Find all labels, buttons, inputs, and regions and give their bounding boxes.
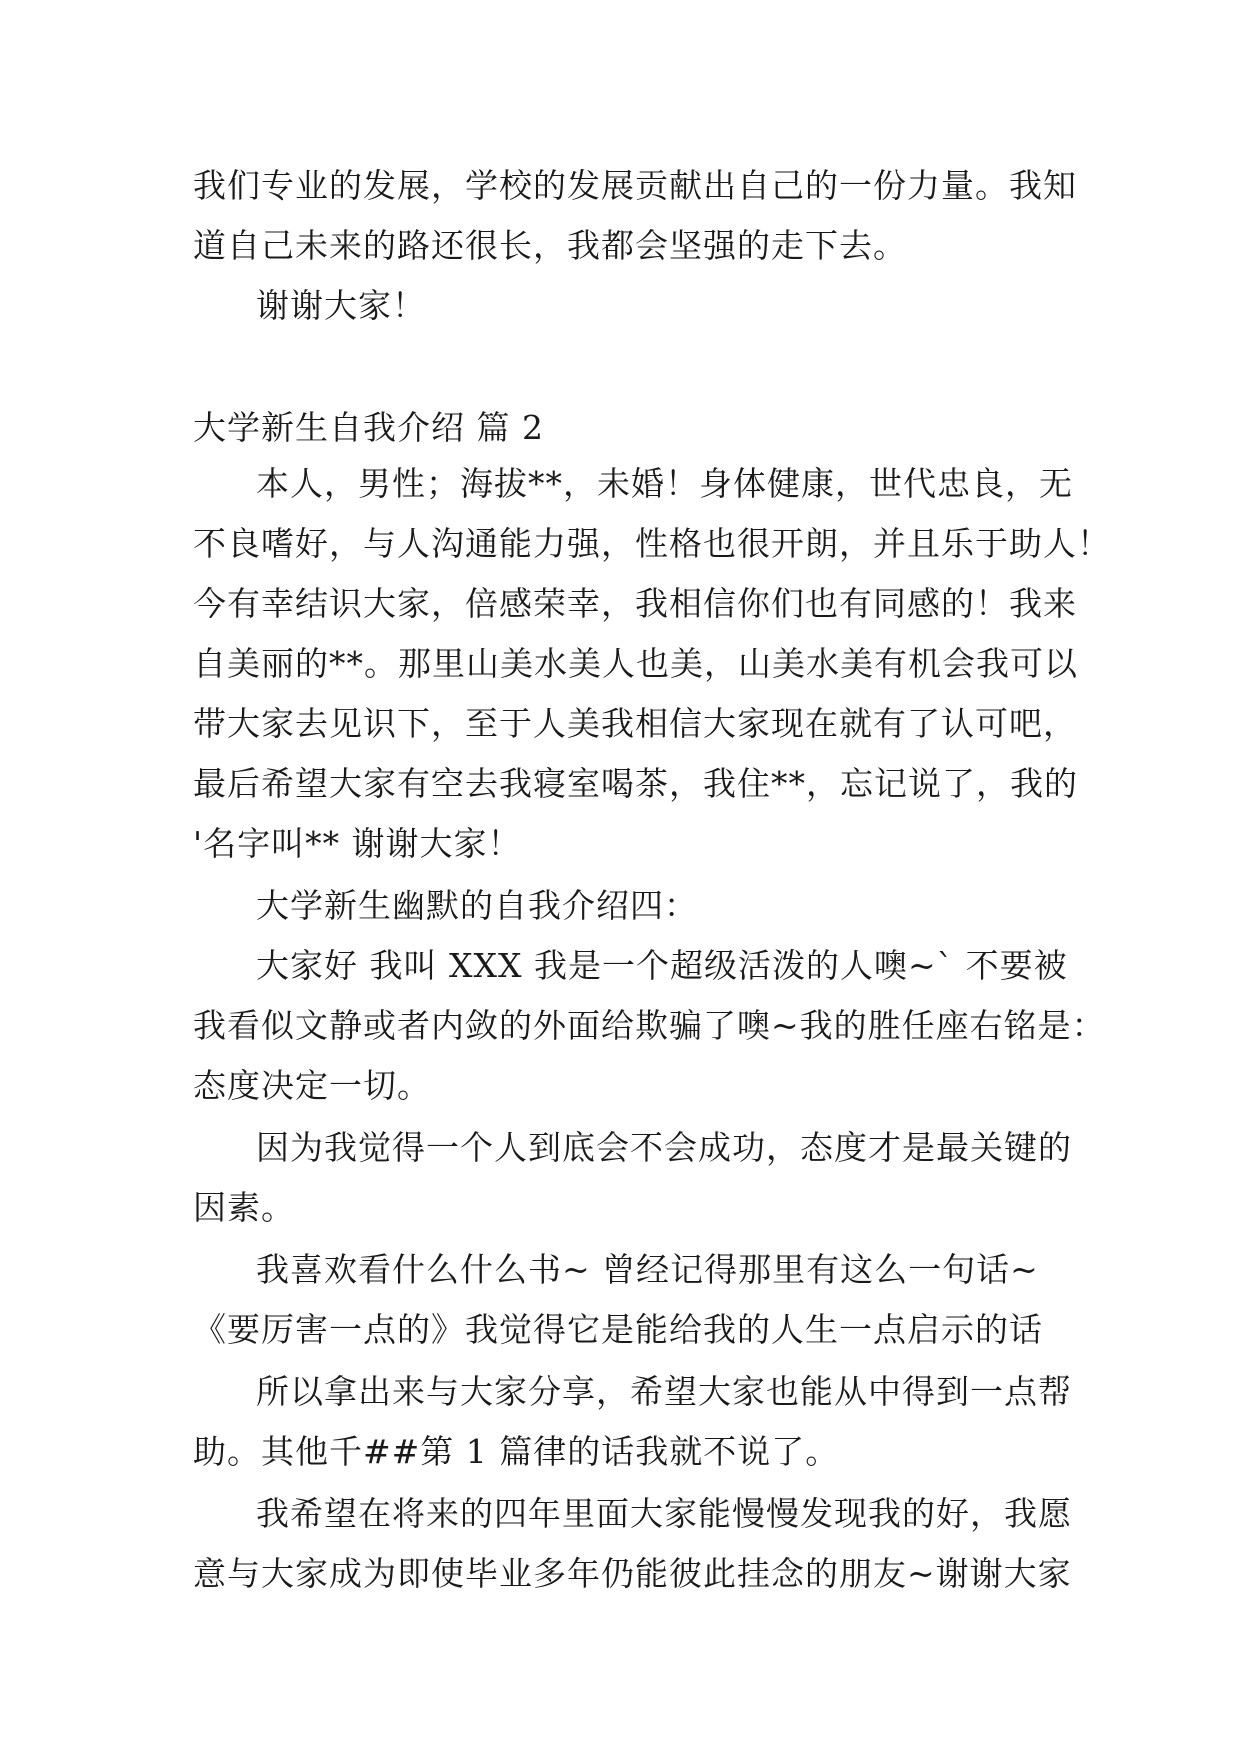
text-line: 所以拿出来与大家分享，希望大家也能从中得到一点帮 <box>256 1372 1072 1411</box>
text-line: 大家好 我叫 XXX 我是一个超级活泼的人噢~` 不要被 <box>256 946 1068 985</box>
text-line: 因素。 <box>193 1188 295 1227</box>
text-line: 因为我觉得一个人到底会不会成功，态度才是最关键的 <box>256 1128 1072 1167</box>
text-line: 我喜欢看什么什么书~ 曾经记得那里有这么一句话~ <box>256 1250 1039 1289</box>
text-line: 今有幸结识大家，倍感荣幸，我相信你们也有同感的！我来 <box>193 584 1077 623</box>
text-line: 道自己未来的路还很长，我都会坚强的走下去。 <box>193 226 907 265</box>
text-line: 带大家去见识下，至于人美我相信大家现在就有了认可吧， <box>193 704 1077 743</box>
text-line: 自美丽的**。那里山美水美人也美，山美水美有机会我可以 <box>193 644 1078 683</box>
text-line: '名字叫** 谢谢大家！ <box>193 824 522 863</box>
section-heading: 大学新生自我介绍 篇 2 <box>193 408 544 447</box>
text-line: 意与大家成为即使毕业多年仍能彼此挂念的朋友~谢谢大家 <box>193 1554 1072 1593</box>
text-line: 我们专业的发展，学校的发展贡献出自己的一份力量。我知 <box>193 166 1077 205</box>
text-line: 态度决定一切。 <box>193 1066 431 1105</box>
subheading-line: 大学新生幽默的自我介绍四： <box>256 886 698 925</box>
text-line: 《要厉害一点的》我觉得它是能给我的人生一点启示的话 <box>193 1310 1043 1349</box>
text-line: 我希望在将来的四年里面大家能慢慢发现我的好，我愿 <box>256 1494 1072 1533</box>
text-line: 助。其他千##第 1 篇律的话我就不说了。 <box>193 1432 840 1471</box>
text-line: 最后希望大家有空去我寝室喝茶，我住**，忘记说了，我的 <box>193 764 1078 803</box>
text-line: 谢谢大家！ <box>256 286 426 325</box>
text-line: 不良嗜好，与人沟通能力强，性格也很开朗，并且乐于助人！ <box>193 524 1111 563</box>
text-line: 本人，男性；海拔**，未婚！身体健康，世代忠良，无 <box>256 464 1073 503</box>
text-line: 我看似文静或者内敛的外面给欺骗了噢~我的胜任座右铭是： <box>193 1006 1106 1045</box>
